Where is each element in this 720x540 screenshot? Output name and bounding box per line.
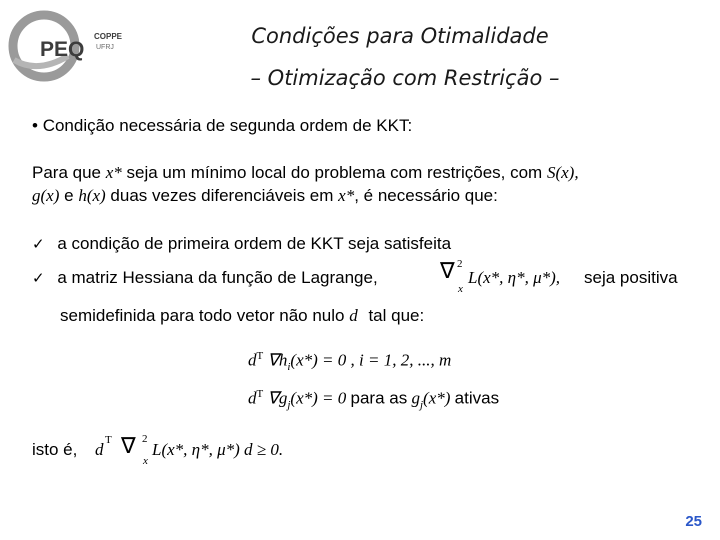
logo-sup-text: COPPE — [94, 32, 123, 41]
logo-sub-text: UFRJ — [96, 44, 114, 51]
math-h-of-x: h(x) — [78, 186, 106, 205]
math-g: g — [411, 388, 420, 408]
check-item-text: a condição de primeira ordem de KKT seja satisfeita — [57, 234, 452, 253]
nabla-symbol: ∇ — [440, 258, 455, 283]
final-label: isto é, — [32, 440, 78, 459]
math-sub-j: j — [419, 399, 424, 412]
subscript-x: x — [143, 455, 148, 467]
nabla-symbol: ∇ — [121, 433, 136, 458]
check-item-2-continuation — [60, 306, 424, 326]
bullet-marker: • — [32, 116, 38, 135]
math-grad-h: ∇h — [267, 350, 288, 370]
math-rest: (x*) = 0 , i = 1, 2, ..., m — [290, 350, 452, 370]
math-T: T — [105, 434, 112, 446]
logo-main-text: PEQ — [40, 38, 85, 61]
math-T: T — [256, 388, 264, 400]
para-text: Para que — [32, 163, 101, 182]
page-number: 25 — [685, 513, 702, 530]
math-x-star: x* — [338, 186, 355, 205]
check-item-2 — [32, 268, 378, 288]
paragraph-line-2 — [32, 186, 498, 206]
condition-text: ativas — [454, 388, 500, 408]
math-sub-j: j — [287, 399, 291, 412]
subscript-x: x — [458, 283, 463, 295]
paragraph-line-1 — [32, 163, 579, 183]
check-icon: ✓ — [32, 235, 45, 253]
lagrangian-args: L(x*, η*, μ*), — [468, 268, 561, 287]
superscript-2: 2 — [457, 258, 463, 270]
math-sub-i: i — [287, 361, 291, 374]
bullet-line — [32, 116, 412, 136]
math-d: d — [95, 440, 104, 459]
condition-g — [248, 388, 499, 411]
final-expression: L(x*, η*, μ*) d ≥ 0. — [152, 440, 284, 459]
para-text: e — [64, 186, 74, 205]
superscript-2: 2 — [142, 433, 148, 445]
math-x-star: (x*) — [423, 388, 451, 408]
math-d: d — [248, 388, 257, 408]
check-item-1 — [32, 234, 451, 254]
slide-title: Condições para Otimalidade — [251, 24, 549, 48]
condition-text: para as — [350, 388, 408, 408]
math-g-of-x: g(x) — [32, 186, 60, 205]
para-text: seja um mínimo local do problema com restrições, com — [126, 163, 543, 182]
check-item-text: tal que: — [368, 306, 425, 325]
check-item-text: a matriz Hessiana da função de Lagrange, — [57, 268, 378, 287]
check-item-text: seja positiva — [584, 268, 678, 287]
math-d: d — [248, 350, 257, 370]
bullet-text: Condição necessária de segunda ordem de KKT: — [42, 116, 413, 135]
math-mid: (x*) = 0 — [290, 388, 347, 408]
slide-subtitle: – Otimização com Restrição – — [250, 66, 560, 90]
math-T: T — [256, 350, 264, 362]
para-text: , é necessário que: — [354, 186, 498, 205]
check-item-text: semidefinida para todo vetor não nulo — [60, 306, 345, 325]
condition-h — [248, 350, 451, 373]
math-x-star: x* — [105, 163, 122, 182]
para-text: duas vezes diferenciáveis em — [110, 186, 334, 205]
check-icon: ✓ — [32, 269, 45, 287]
math-grad-g: ∇g — [267, 388, 288, 408]
math-d: d — [349, 306, 358, 325]
math-S-of-x: S(x), — [546, 163, 579, 182]
